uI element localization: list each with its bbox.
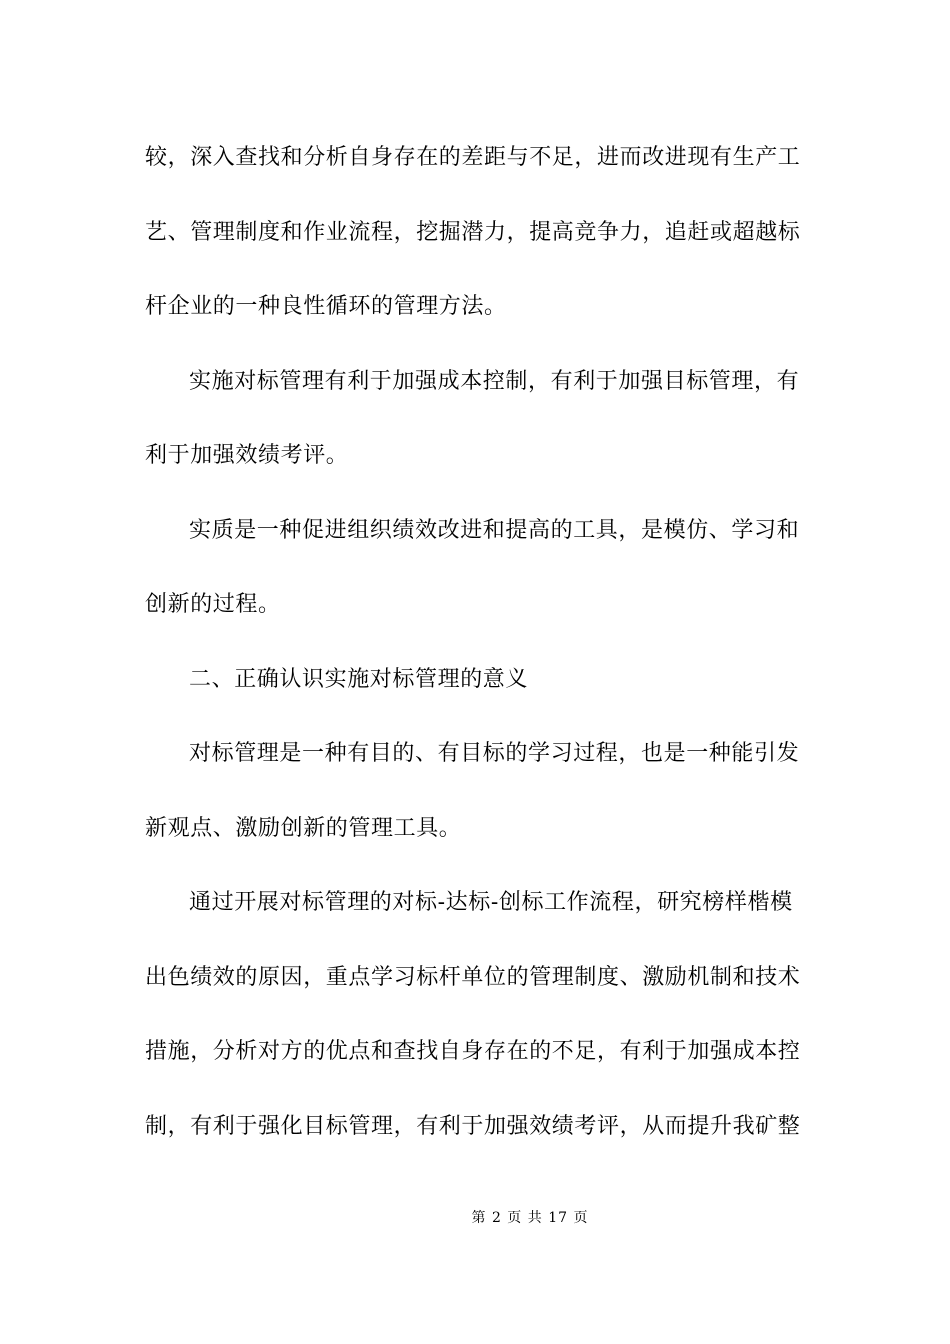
text-line: 较，深入查找和分析自身存在的差距与不足，进而改进现有生产工: [145, 145, 801, 170]
text-line: 艺、管理制度和作业流程，挖掘潜力，提高竞争力，追赶或超越标: [145, 219, 801, 245]
paragraph-first-line: 实质是一种促进组织绩效改进和提高的工具，是模仿、学习和: [189, 517, 800, 543]
paragraph-first-line: 实施对标管理有利于加强成本控制，有利于加强目标管理，有: [189, 368, 800, 394]
section-heading: 二、正确认识实施对标管理的意义: [189, 666, 529, 692]
paragraph-first-line: 对标管理是一种有目的、有目标的学习过程，也是一种能引发: [189, 741, 800, 766]
text-line: 制，有利于强化目标管理，有利于加强效绩考评，从而提升我矿整: [145, 1113, 801, 1139]
text-line: 杆企业的一种良性循环的管理方法。: [145, 294, 507, 319]
text-line: 创新的过程。: [145, 592, 281, 617]
document-body: [145, 136, 807, 1179]
page-number-footer: 第 2 页 共 17 页: [471, 1210, 589, 1226]
text-line: 出色绩效的原因，重点学习标杆单位的管理制度、激励机制和技术: [145, 964, 801, 990]
text-line: 新观点、激励创新的管理工具。: [145, 815, 462, 841]
text-line: 利于加强效绩考评。: [145, 443, 349, 468]
text-line: 措施，分析对方的优点和查找自身存在的不足，有利于加强成本控: [145, 1039, 801, 1064]
paragraph-first-line: 通过开展对标管理的对标-达标-创标工作流程，研究榜样楷模: [189, 890, 793, 915]
